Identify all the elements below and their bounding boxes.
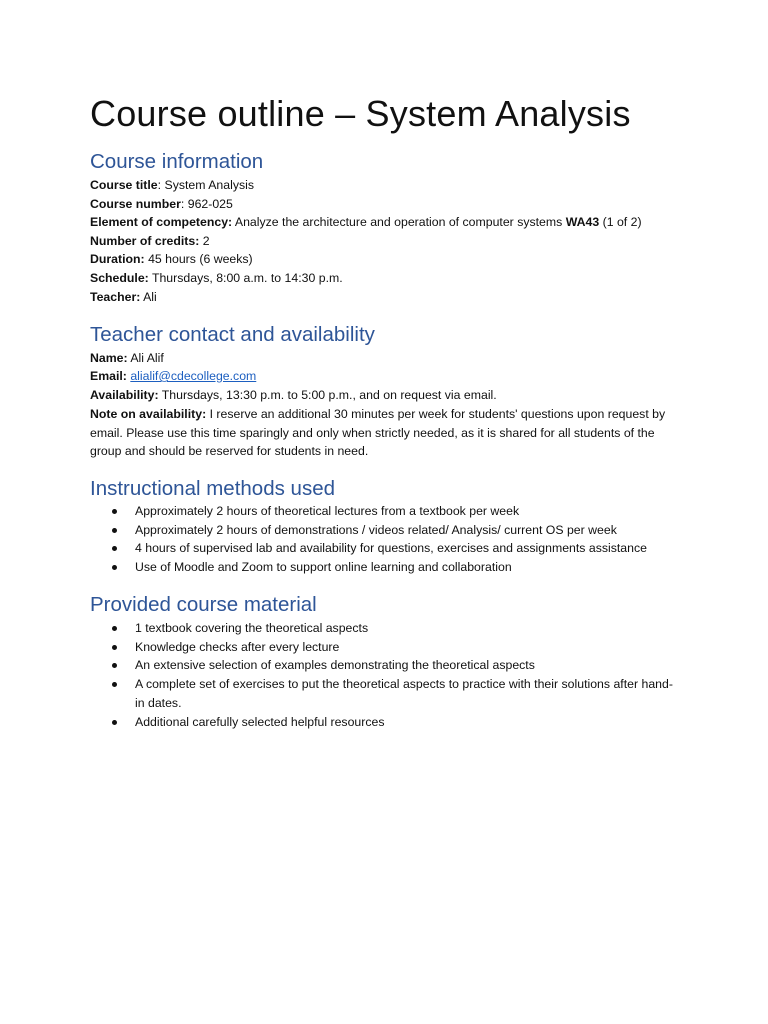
competency-suffix: (1 of 2) xyxy=(599,215,642,229)
bullet-icon xyxy=(112,663,117,668)
duration-value: 45 hours (6 weeks) xyxy=(144,252,253,266)
course-information-heading: Course information xyxy=(90,150,264,173)
course-material-list xyxy=(90,619,680,731)
note-value: I reserve an additional 30 minutes per week for students' questions upon request by email. Please use this time sparingly and only when strictly needed, as it is shared for all students of the group and should be reserved for students in need. xyxy=(90,407,666,459)
list-item xyxy=(90,656,680,675)
credits-line xyxy=(90,232,680,251)
course-number-line xyxy=(90,195,680,214)
email-label: Email: xyxy=(90,369,127,383)
teacher-contact-heading: Teacher contact and availability xyxy=(90,323,375,346)
bullet-icon xyxy=(112,682,117,687)
list-item-text: Approximately 2 hours of demonstrations / videos related/ Analysis/ current OS per week xyxy=(135,522,617,537)
bullet-icon xyxy=(112,626,117,631)
list-item xyxy=(90,619,680,638)
list-item-text: Additional carefully selected helpful resources xyxy=(135,714,385,729)
availability-value: Thursdays, 13:30 p.m. to 5:00 p.m., and on request via email. xyxy=(158,388,497,402)
teacher-line xyxy=(90,288,680,307)
bullet-icon xyxy=(112,546,117,551)
list-item xyxy=(90,558,680,577)
course-title-value: : System Analysis xyxy=(157,178,255,192)
availability-label: Availability: xyxy=(90,388,159,402)
list-item-text: Use of Moodle and Zoom to support online learning and collaboration xyxy=(135,560,512,575)
page-title: Course outline – System Analysis xyxy=(90,93,631,134)
competency-label: Element of competency: xyxy=(90,215,233,229)
name-line xyxy=(90,349,680,368)
list-item-text: 1 textbook covering the theoretical aspects xyxy=(135,621,369,635)
list-item xyxy=(90,713,680,732)
duration-label: Duration: xyxy=(90,252,145,266)
instructional-methods-list xyxy=(90,502,680,577)
list-item xyxy=(90,675,680,712)
credits-value: 2 xyxy=(199,234,210,248)
competency-line xyxy=(90,213,680,232)
teacher-label: Teacher: xyxy=(90,290,141,304)
email-link[interactable]: alialif@cdecollege.com xyxy=(130,369,257,383)
list-item xyxy=(90,539,680,558)
credits-label: Number of credits: xyxy=(90,234,200,248)
course-title-line xyxy=(90,176,680,195)
bullet-icon xyxy=(112,528,117,533)
bullet-icon xyxy=(112,509,117,514)
email-line xyxy=(90,367,680,386)
course-number-value: : 962-025 xyxy=(180,197,233,211)
instructional-methods-heading: Instructional methods used xyxy=(90,477,335,500)
duration-line xyxy=(90,250,680,269)
bullet-icon xyxy=(112,645,117,650)
list-item-text: A complete set of exercises to put the theoretical aspects to practice with their solutions after hand-in dates. xyxy=(135,677,673,710)
course-number-label: Course number xyxy=(90,197,181,211)
competency-value: Analyze the architecture and operation of computer systems xyxy=(232,215,566,229)
list-item xyxy=(90,521,680,540)
list-item-text: An extensive selection of examples demonstrating the theoretical aspects xyxy=(135,658,535,673)
list-item-text: Knowledge checks after every lecture xyxy=(135,639,340,654)
name-value: Ali Alif xyxy=(127,351,164,365)
schedule-line xyxy=(90,269,680,288)
competency-code: WA43 xyxy=(565,215,600,229)
name-label: Name: xyxy=(90,351,128,365)
list-item xyxy=(90,638,680,657)
list-item xyxy=(90,502,680,521)
list-item-text: 4 hours of supervised lab and availability for questions, exercises and assignments assistance xyxy=(135,541,647,556)
note-label: Note on availability: xyxy=(90,407,207,421)
course-material-heading: Provided course material xyxy=(90,593,317,616)
bullet-icon xyxy=(112,565,117,570)
list-item-text: Approximately 2 hours of theoretical lectures from a textbook per week xyxy=(135,504,520,518)
availability-line xyxy=(90,386,680,405)
course-title-label: Course title xyxy=(90,178,158,192)
teacher-value: Ali xyxy=(140,290,157,304)
bullet-icon xyxy=(112,720,117,725)
availability-note xyxy=(90,405,670,461)
schedule-value: Thursdays, 8:00 a.m. to 14:30 p.m. xyxy=(148,271,343,285)
schedule-label: Schedule: xyxy=(90,271,149,285)
